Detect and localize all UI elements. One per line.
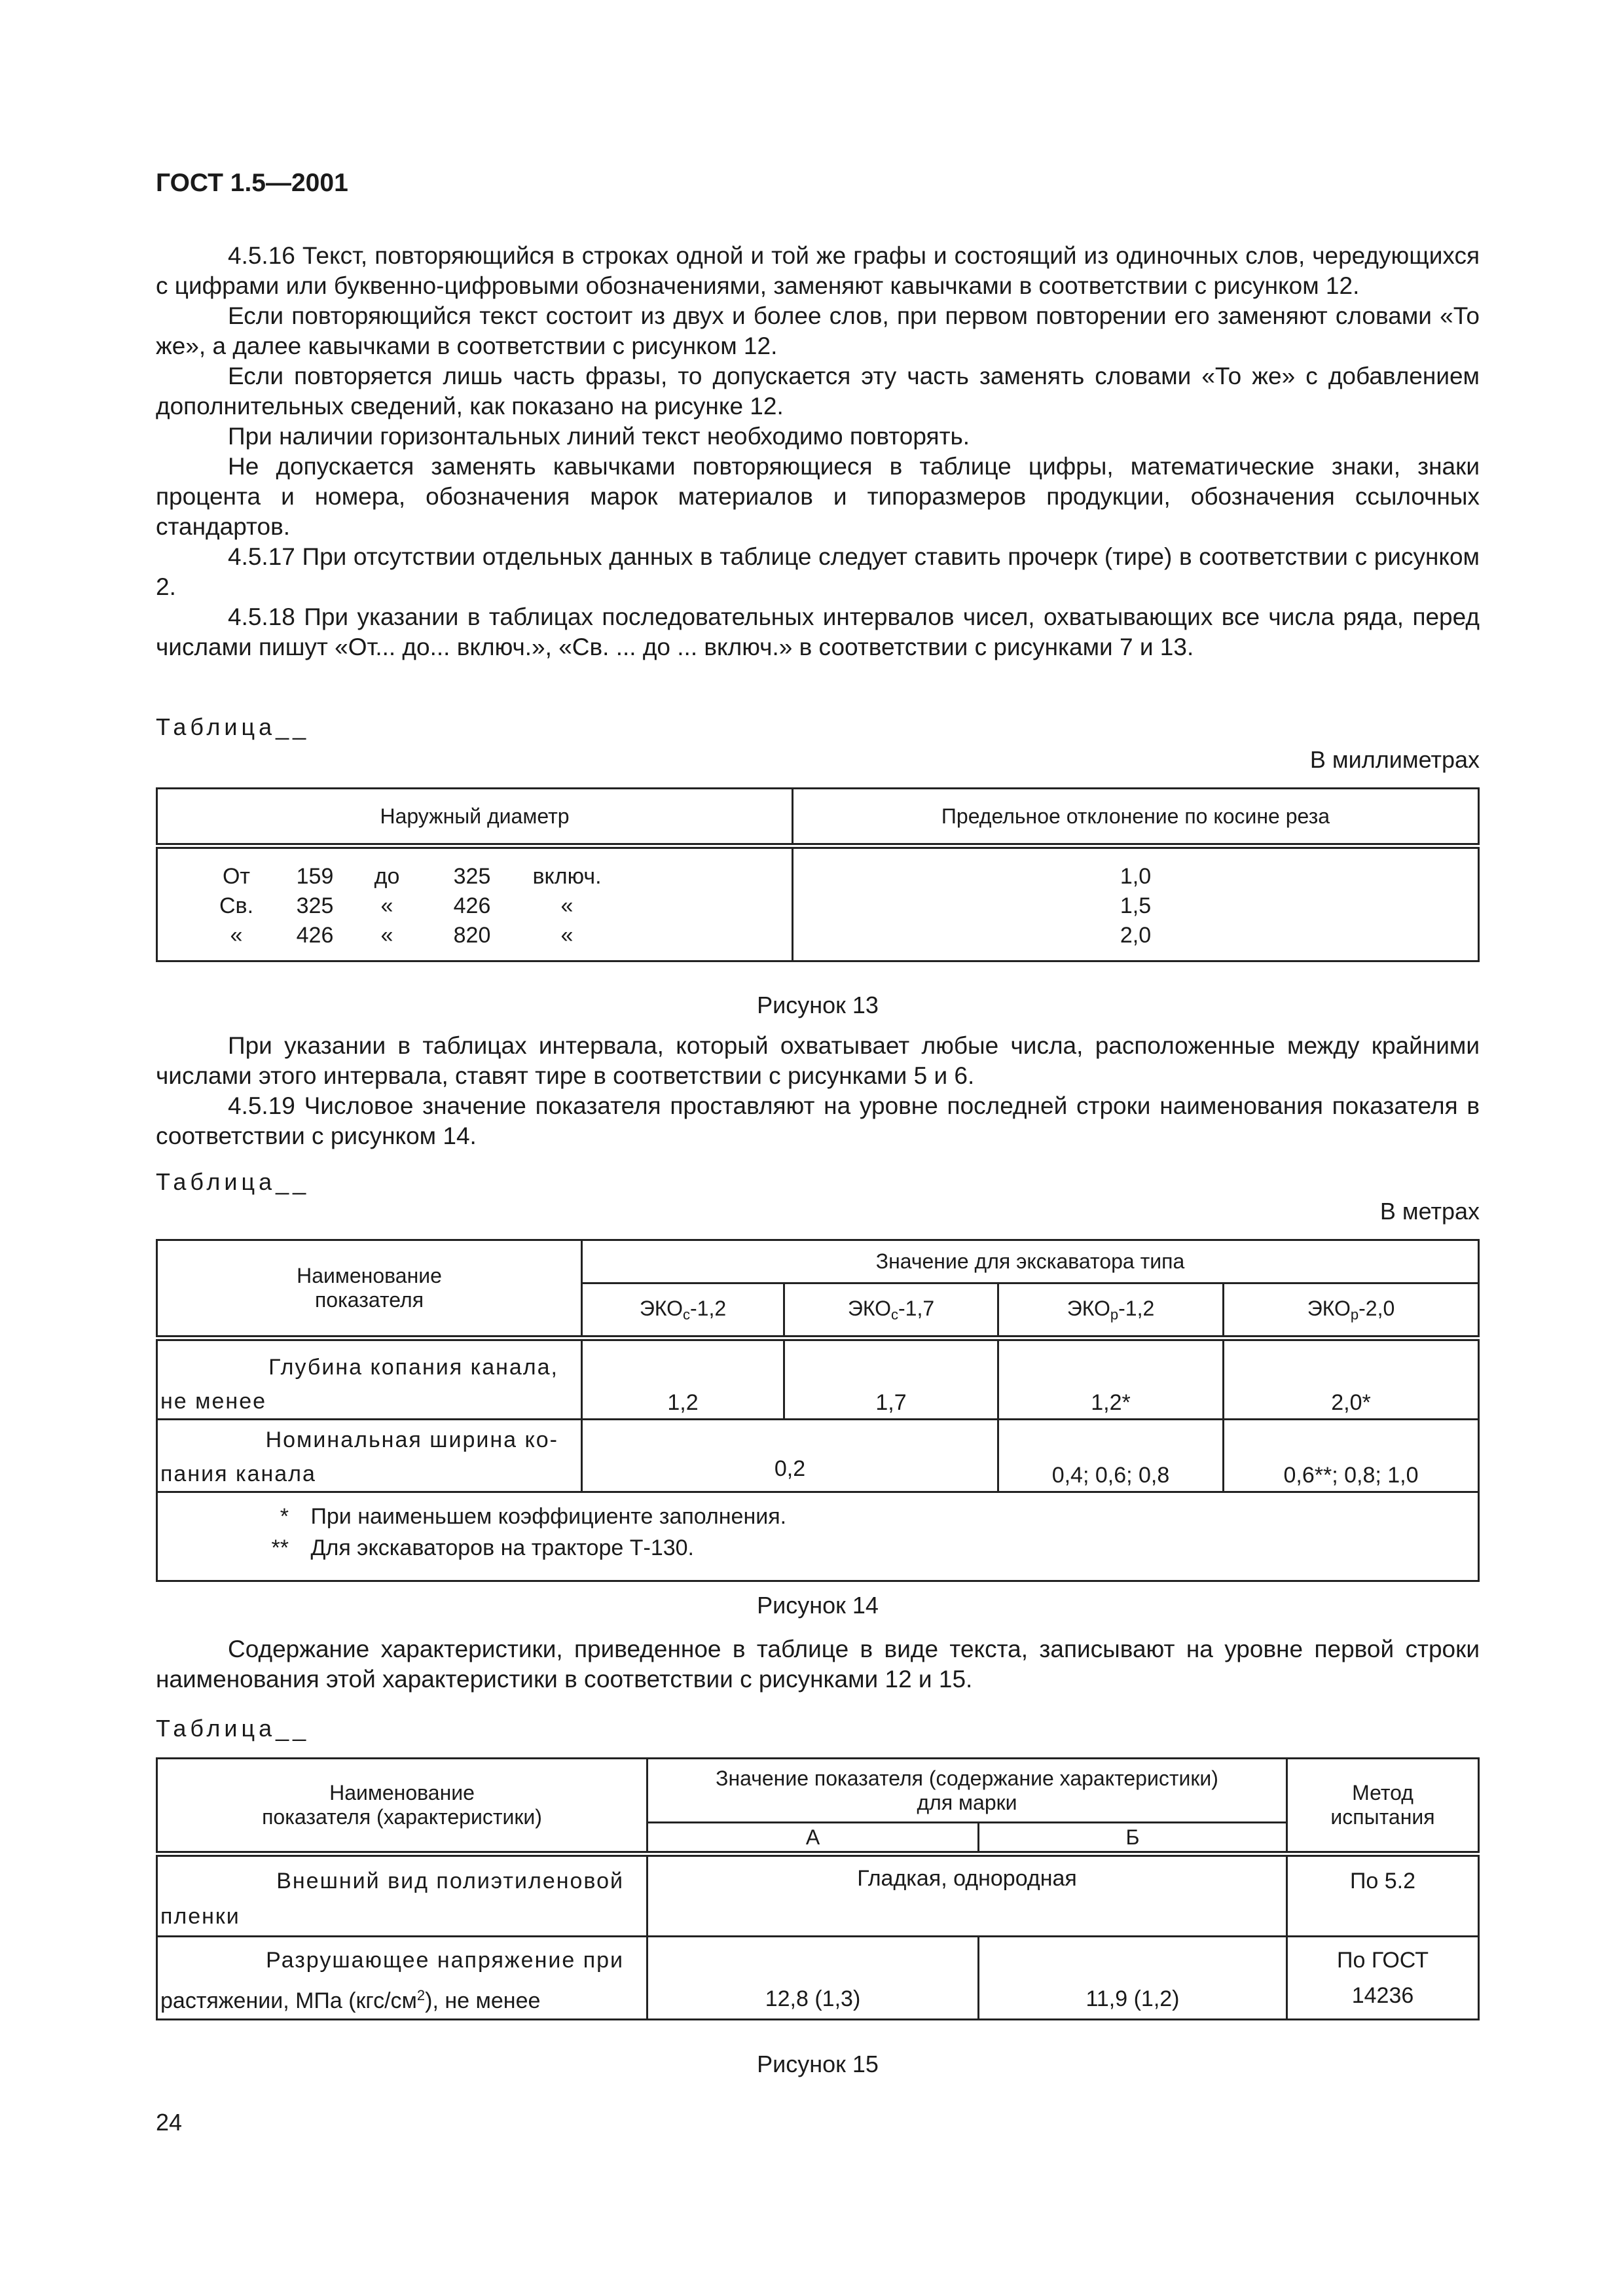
table-value: 0,2 [582, 1420, 998, 1492]
table-value: 1,5 [1120, 893, 1152, 918]
indicator-name-line: не менее [160, 1389, 267, 1414]
footnote: ** Для экскаваторов на тракторе Т-130. [271, 1535, 694, 1560]
method-line: 14236 [1351, 1983, 1414, 2008]
table-header-cell [157, 1759, 647, 1854]
table-header-cell: Предельное отклонение по косине реза [793, 789, 1479, 846]
paragraph: 4.5.19 Числовое значение показателя проставляют на уровне последней строки наименования показателя в соответствии с рисунком 14. [156, 1092, 1480, 1149]
indicator-name-line: Номинальная ширина ко- [265, 1427, 558, 1452]
figure-caption: Рисунок 14 [757, 1592, 879, 1619]
excavator-type-header: $ЭКО_с-1,2$ [582, 1283, 784, 1338]
table-label: Таблица__ [156, 713, 310, 740]
interval-suffix: « [560, 893, 574, 918]
table-value: 1,7 [784, 1338, 998, 1420]
header-line: показателя (характеристики) [262, 1805, 542, 1829]
excavator-type-header: $ЭКО_р-1,2$ [998, 1283, 1224, 1338]
figure-caption: Рисунок 13 [757, 992, 879, 1018]
interval-from: 159 [296, 864, 334, 889]
indicator-name-line: Глубина копания канала, [268, 1355, 558, 1380]
interval-suffix: включ. [532, 864, 602, 889]
indicator-name-cell [157, 1420, 582, 1492]
table-value: 0,4; 0,6; 0,8 [998, 1420, 1224, 1492]
figure-15-table [156, 1757, 1480, 2020]
indicator-name-line: растяжении, МПа $(кгс/см^2)$, не менее [160, 1987, 541, 2013]
paragraph: Если повторяющийся текст состоит из двух и более слов, при первом повторении его заменяют словами «То же», а далее кавычками в соответствии с рисунком 12. [156, 302, 1480, 359]
units-label: В миллиметрах [1309, 746, 1480, 773]
table-value: 2,0 [1120, 923, 1152, 948]
paragraph: Если повторяется лишь часть фразы, то допускается эту часть заменять словами «То же» с добавлением дополнительных сведений, как показано на рисунке 12. [156, 363, 1480, 420]
interval-to-word: до [374, 864, 400, 889]
paragraph: Не допускается заменять кавычками повторяющиеся в таблице цифры, математические знаки, знаки процента и номера, обозначения марок материалов и типоразмеров продукции, обозначения ссылочных стандартов. [156, 453, 1480, 540]
footnote: * При наименьшем коэффициенте заполнения. [280, 1504, 787, 1529]
table-cell [793, 846, 1479, 961]
paragraph: Содержание характеристики, приведенное в таблице в виде текста, записывают на уровне первой строки наименования этой характеристики в соответствии с рисунками 12 и 15. [156, 1636, 1480, 1693]
table-value: 1,0 [1120, 864, 1152, 889]
interval-to: 820 [453, 923, 491, 948]
interval-prefix: От [222, 864, 251, 889]
section-text-3 [156, 1634, 1480, 1695]
indicator-name-line: пания канала [160, 1462, 316, 1486]
table-header-cell: Наружный диаметр [157, 789, 793, 846]
interval-from: 426 [296, 923, 334, 948]
units-label: В метрах [1379, 1198, 1480, 1225]
header-line: для марки [917, 1790, 1017, 1814]
header-line: Метод [1352, 1781, 1413, 1804]
table-value: 2,0* [1224, 1338, 1479, 1420]
table-value: 12,8 (1,3) [647, 1937, 979, 2020]
header-line: Наименование [329, 1781, 475, 1804]
table-label: Таблица__ [156, 1715, 310, 1742]
footnotes-cell [157, 1492, 1479, 1581]
interval-suffix: « [560, 923, 574, 948]
section-text-2 [156, 1031, 1480, 1151]
table-header-cell [1287, 1759, 1479, 1854]
figure-14-table [156, 1239, 1480, 1582]
interval-from: 325 [296, 893, 334, 918]
indicator-name-cell [157, 1854, 647, 1937]
table-value: 11,9 (1,2) [979, 1937, 1287, 2020]
paragraph: 4.5.17 При отсутствии отдельных данных в таблице следует ставить прочерк (тире) в соответствии с рисунком 2. [156, 543, 1480, 600]
brand-header: А [647, 1823, 979, 1854]
table-cell [157, 846, 793, 961]
indicator-name-cell [157, 1937, 647, 2020]
header-line: Наименование [297, 1264, 442, 1287]
header-line: Значение показателя (содержание характеристики) [716, 1766, 1218, 1790]
indicator-name-line: Разрушающее напряжение при [266, 1948, 624, 1973]
table-value: 1,2* [998, 1338, 1224, 1420]
header-line: показателя [314, 1288, 424, 1312]
method-line: По ГОСТ [1337, 1948, 1429, 1973]
brand-header: Б [979, 1823, 1287, 1854]
indicator-name-line: Внешний вид полиэтиленовой [276, 1869, 624, 1893]
section-text-1 [156, 241, 1480, 662]
indicator-name-cell [157, 1338, 582, 1420]
table-label: Таблица__ [156, 1168, 310, 1195]
interval-to-word: « [380, 893, 393, 918]
table-value: 1,2 [582, 1338, 784, 1420]
paragraph: При наличии горизонтальных линий текст необходимо повторять. [228, 423, 970, 450]
paragraph: При указании в таблицах интервала, который охватывает любые числа, расположенные между крайними числами этого интервала, ставят тире в соответствии с рисунками 5 и 6. [156, 1032, 1480, 1089]
paragraph: 4.5.18 При указании в таблицах последовательных интервалов чисел, охватывающих все числа ряда, перед числами пишут «От... до... включ.», «Св. ... до ... включ.» в соответствии с рисунками 7 и 13. [156, 603, 1480, 660]
table-value: По 5.2 [1287, 1854, 1479, 1937]
figure-13-table [156, 787, 1480, 962]
interval-prefix: « [230, 923, 243, 948]
table-header-cell [647, 1759, 1287, 1823]
interval-prefix: Св. [219, 893, 254, 918]
excavator-type-header: $ЭКО_р-2,0$ [1224, 1283, 1479, 1338]
table-value [1287, 1937, 1479, 2020]
header-line: испытания [1330, 1805, 1435, 1829]
table-value: 0,6**; 0,8; 1,0 [1224, 1420, 1479, 1492]
indicator-name-line: пленки [160, 1904, 240, 1929]
excavator-type-header: $ЭКО_с-1,7$ [784, 1283, 998, 1338]
interval-to: 426 [453, 893, 491, 918]
table-header-cell [157, 1240, 582, 1338]
interval-to: 325 [453, 864, 491, 889]
table-value: Гладкая, однородная [647, 1854, 1287, 1937]
table-header-cell: Значение для экскаватора типа [582, 1240, 1479, 1283]
interval-to-word: « [380, 923, 393, 948]
document-header: ГОСТ 1.5—2001 [156, 169, 348, 197]
page-number: 24 [156, 2109, 183, 2136]
figure-caption: Рисунок 15 [757, 2051, 879, 2077]
paragraph: 4.5.16 Текст, повторяющийся в строках одной и той же графы и состоящий из одиночных слов, чередующихся с цифрами или буквенно-цифровыми обозначениями, заменяют кавычками в соответствии с рисунком 12. [156, 242, 1480, 299]
